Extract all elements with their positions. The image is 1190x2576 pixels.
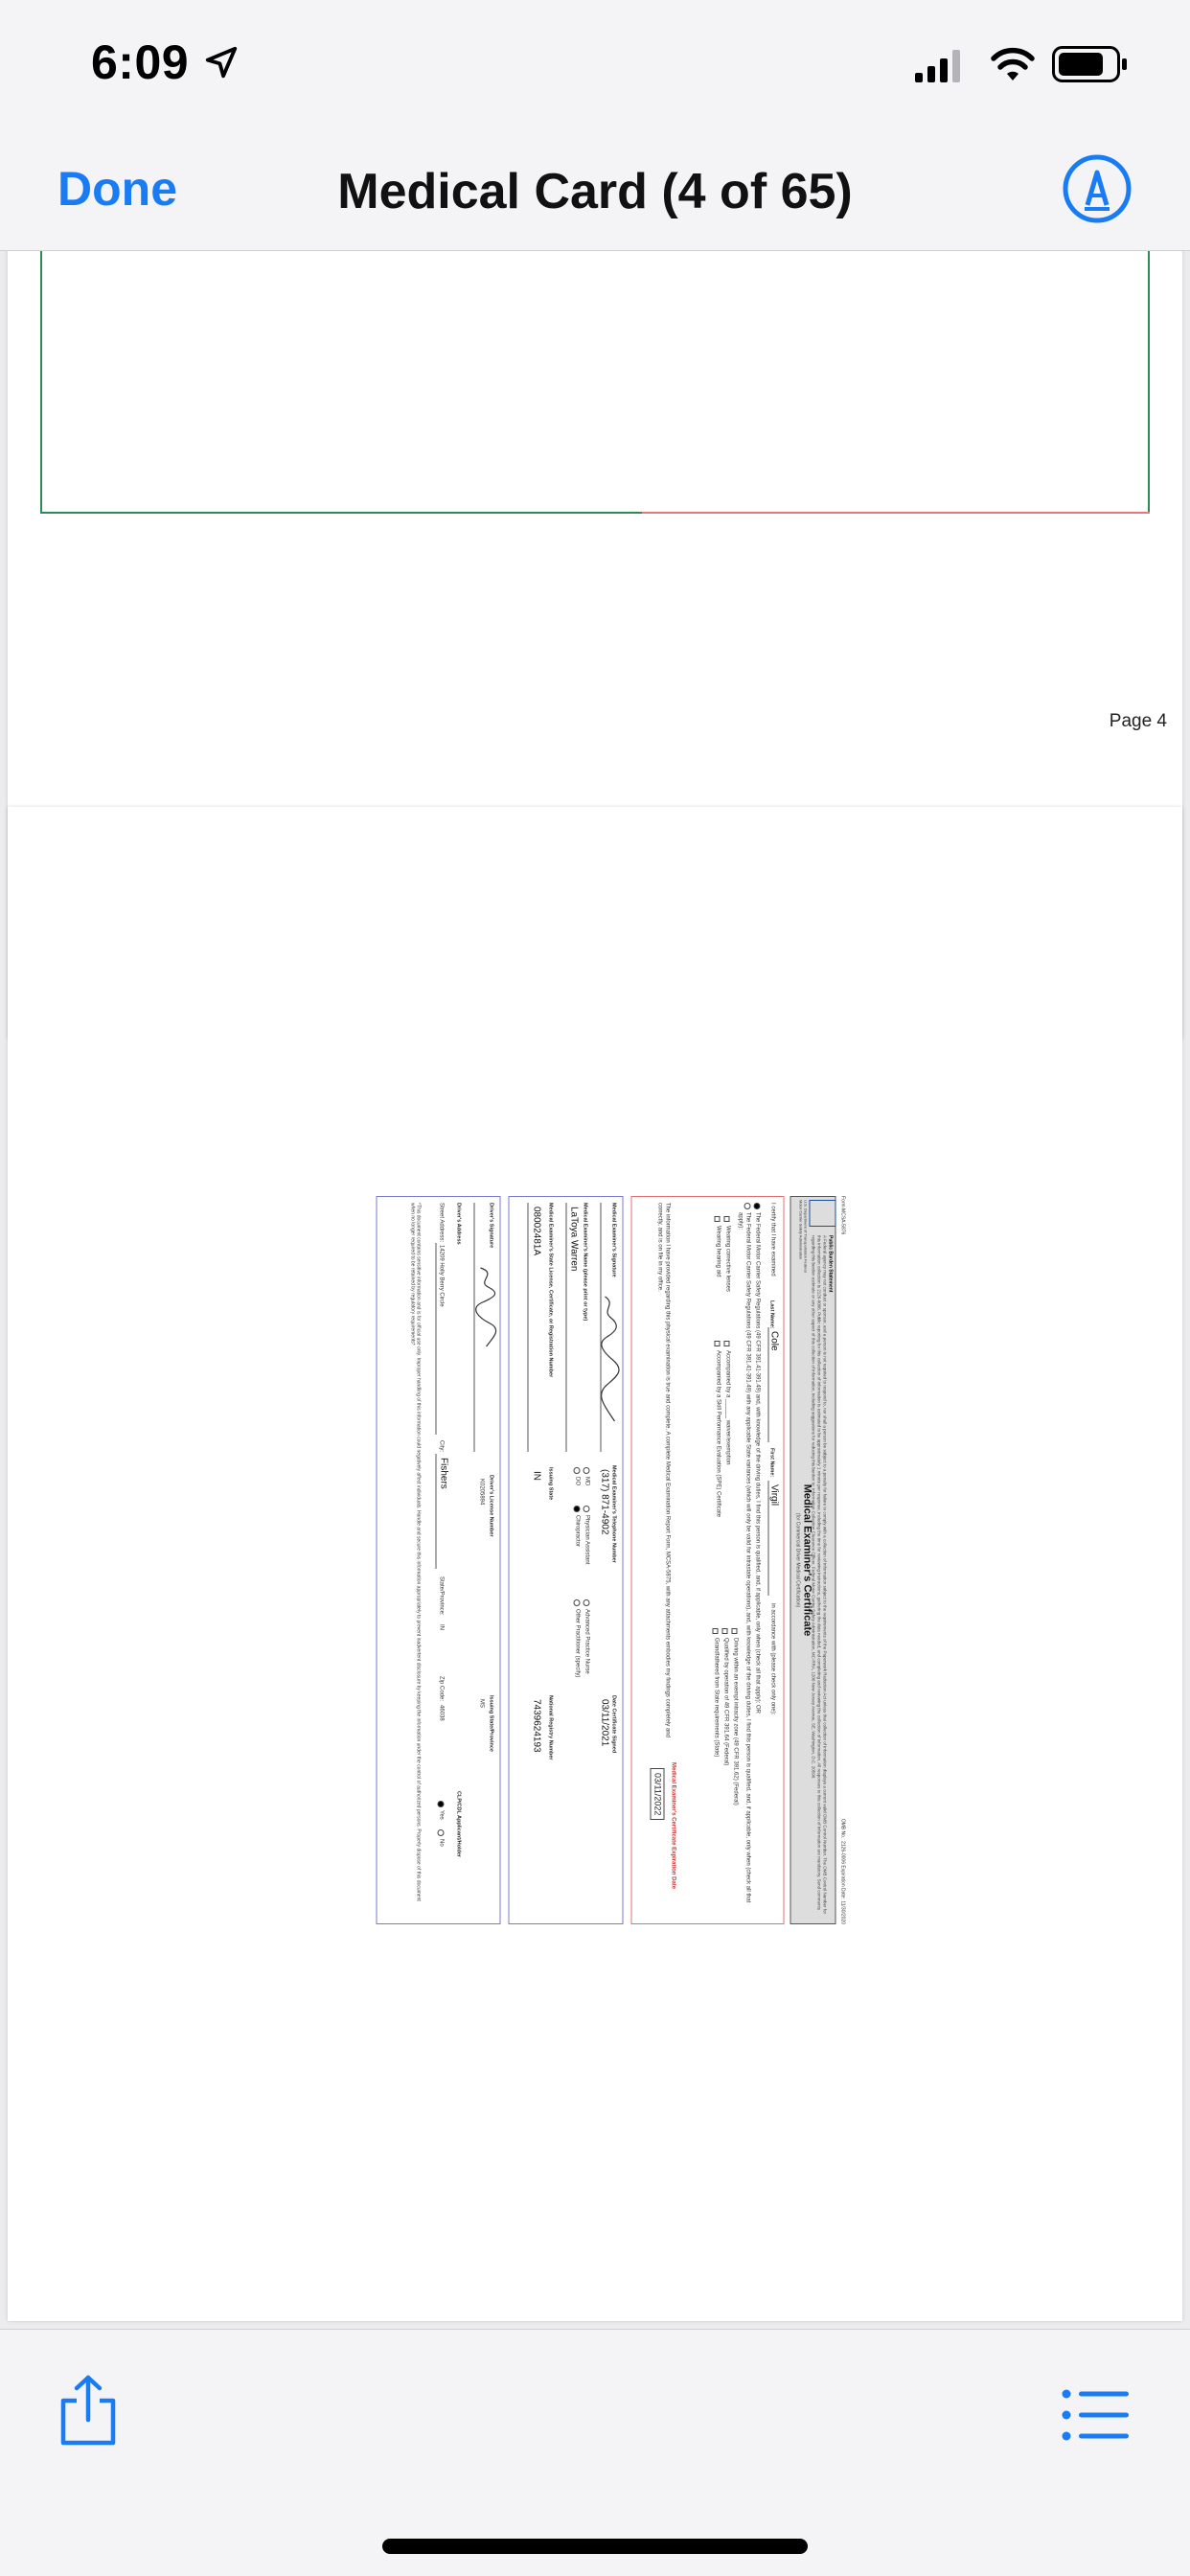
status-time: 6:09 bbox=[91, 35, 190, 89]
check-waiver: Accompanied by a ______ waiver/exemption bbox=[724, 1350, 731, 1465]
location-arrow-icon bbox=[203, 44, 240, 80]
license-label: Medical Examiner's State License, Certificate, or Registration Number bbox=[547, 1203, 554, 1378]
city-label: City: bbox=[438, 1440, 445, 1452]
me-signature-label: Medical Examiner's Signature bbox=[610, 1203, 617, 1277]
date-signed-label: Date Certificate Signed bbox=[610, 1695, 617, 1754]
option2-radio bbox=[744, 1203, 751, 1209]
registry-label: National Registry Number bbox=[547, 1695, 554, 1760]
markup-pen-icon[interactable] bbox=[1062, 153, 1133, 224]
page-border-accent bbox=[642, 506, 1150, 514]
driver-address-label: Driver's Address bbox=[455, 1203, 462, 1245]
page-border bbox=[40, 251, 1150, 514]
expiration-label: Medical Examiner's Certificate Expiration Date bbox=[670, 1762, 676, 1890]
cellular-signal-icon bbox=[915, 50, 961, 82]
examiner-section bbox=[509, 1196, 624, 1924]
first-name-label: First Name: bbox=[768, 1448, 775, 1478]
accordance-text: in accordance with (please check only one): bbox=[769, 1603, 776, 1715]
home-indicator[interactable] bbox=[382, 2539, 808, 2554]
issuing-state-value: IN bbox=[531, 1471, 542, 1481]
cdl-yes: Yes bbox=[438, 1810, 445, 1820]
credential-other: Other Practitioner (specify) bbox=[574, 1609, 581, 1678]
credential-md: MD bbox=[584, 1477, 590, 1486]
check-grandfathered: Grandfathered from State requirements (State) bbox=[713, 1638, 720, 1758]
navigation-bar bbox=[0, 134, 1190, 251]
medical-examiner-certificate bbox=[333, 1196, 846, 1924]
street-label: Street Address: bbox=[438, 1203, 445, 1243]
footer-disclaimer: *This document contains sensitive information and is for official use only. Improper handling of this information could negatively affect individuals. Handle and secure this information appropriately to prevent inadvertent disclosure by keeping the information under the control of authorized persons. Properly dispose of this document when no longer required to be retained by regulatory requirements* bbox=[409, 1203, 422, 1901]
page-title: Medical Card (4 of 65) bbox=[337, 164, 853, 219]
document-viewer[interactable] bbox=[0, 251, 1190, 2329]
last-name-label: Last Name: bbox=[768, 1300, 775, 1329]
cdl-no: No bbox=[438, 1839, 445, 1847]
me-phone-label: Medical Examiner's Telephone Number bbox=[610, 1465, 617, 1563]
check-391-64: Qualified by operation of 49 CFR 391.64 (Federal) bbox=[722, 1638, 729, 1766]
dot-logo bbox=[810, 1200, 836, 1227]
credential-pa: Physician Assistant bbox=[584, 1515, 590, 1565]
driver-signature-label: Driver's Signature bbox=[488, 1203, 494, 1249]
zip-label: Zip Code: bbox=[438, 1676, 445, 1702]
cdl-label: CLP/CDL Applicant/Holder bbox=[455, 1791, 462, 1858]
omb-number: OMB No.: 2126-0006 Expiration Date: 11/30/2020 bbox=[839, 1818, 846, 1924]
agency-name: U.S. Department of Transportation Federal Motor Carrier Safety Administration bbox=[798, 1200, 809, 1273]
notice-text: A Federal agency may not conduct or sponsor, and a person is not required to respond to, nor shall a person be subject to a penalty for failure to comply with a collection of information subject to the requirements of the Paperwork Reduction Act unless that collection of information displays a current valid OMB Control Number. The OMB Control Number for this information collection is 2126-0006. Public reporting for this collection of information is estimated to be approximately 1 minute per response, including the time for reviewing instructions, gathering the data needed, and completing and reviewing the collection of information. All responses to this collection of information are mandatory. Send comments regarding this burden estimate or any other aspect of this collection of information, including suggestions for reducing this burden to: Information Collection Clearance Officer, Federal Motor Carrier Safety Administration, MC-RRA, 1200 New Jersey Avenue, SE, Washington, D.C. 20590. bbox=[812, 1235, 828, 1915]
option1-radio bbox=[754, 1203, 761, 1209]
license-value: 08002481A bbox=[531, 1207, 542, 1256]
me-name-label: Medical Examiner's Name (please print or type) bbox=[582, 1203, 588, 1322]
examiner-signature bbox=[600, 1293, 621, 1427]
form-number: Form MCSA-5876 bbox=[839, 1196, 846, 1235]
done-button[interactable]: Done bbox=[57, 162, 177, 216]
street-value: 14209 Holly Berry Circle bbox=[438, 1245, 445, 1307]
bottom-toolbar bbox=[0, 2329, 1190, 2576]
credential-chiropractor: Chiropractor bbox=[574, 1515, 581, 1548]
check-exempt-zone: Driving within an exempt intracity zone (49 CFR 391.62) (Federal) bbox=[732, 1638, 739, 1806]
certification-section bbox=[631, 1196, 785, 1924]
list-icon[interactable] bbox=[1062, 2389, 1129, 2441]
driver-license-label: Driver's License Number bbox=[488, 1475, 494, 1537]
certificate-title: Medical Examiner's Certificate bbox=[801, 1484, 813, 1637]
me-name-value: LaToya Warren bbox=[568, 1207, 580, 1272]
state-label: State/Province: bbox=[438, 1576, 445, 1616]
first-name-value: Virgil bbox=[768, 1484, 780, 1506]
driver-issuing-label: Issuing State/Province bbox=[488, 1695, 494, 1752]
credential-apn: Advanced Practice Nurse bbox=[584, 1609, 590, 1674]
driver-issuing-value: MS bbox=[478, 1699, 485, 1708]
option1-text: The Federal Motor Carrier Safety Regulations (49 CFR 391.41-391.49) and, with knowledge of the driving duties, I find this person is qualified, and, if applicable, only when (check all that apply): OR bbox=[754, 1212, 761, 1714]
info-statement: The information I have provided regarding this physical examination is true and complete. A complete Medical Examination Report Form, MCSA-5875, with any attachments embodies my findings completely and correctly, and is on file in my office. bbox=[657, 1203, 671, 1737]
driver-section bbox=[377, 1196, 501, 1924]
last-name-value: Cole bbox=[768, 1331, 780, 1351]
driver-license-value: K0205894 bbox=[478, 1479, 485, 1506]
current-page bbox=[8, 807, 1182, 2321]
driver-signature bbox=[475, 1264, 500, 1350]
option2-text: The Federal Motor Carrier Safety Regulations (49 CFR 391.41-391.49) with any applicable State variances (which will only be valid for intrastate operations), and, with knowledge of the driving duties, I find this person is qualified, and, if applicable, only when (check all that apply): bbox=[738, 1212, 751, 1903]
certify-text: I certify that I have examined bbox=[769, 1203, 776, 1276]
battery-icon bbox=[1052, 46, 1129, 82]
credential-do: DO bbox=[574, 1477, 581, 1485]
zip-value: 46038 bbox=[438, 1705, 445, 1721]
share-icon[interactable] bbox=[57, 2374, 119, 2447]
me-phone-value: (317) 871-4902 bbox=[599, 1469, 610, 1535]
status-bar bbox=[0, 0, 1190, 134]
check-hearing-aid: Wearing hearing aid bbox=[715, 1226, 721, 1277]
notice-title: Public Burden Statement bbox=[827, 1235, 834, 1293]
city-value: Fishers bbox=[438, 1458, 449, 1489]
page-number-label: Page 4 bbox=[1109, 711, 1167, 731]
certificate-subtitle: (for Commercial Driver Medical Certification) bbox=[794, 1512, 801, 1608]
check-corrective-lenses: Wearing corrective lenses bbox=[724, 1226, 731, 1292]
wifi-icon bbox=[989, 44, 1037, 82]
expiration-date: 03/11/2022 bbox=[650, 1768, 664, 1820]
date-signed-value: 03/11/2021 bbox=[599, 1699, 610, 1747]
registry-value: 7439624193 bbox=[531, 1699, 542, 1753]
state-value: IN bbox=[438, 1624, 445, 1630]
issuing-state-label: Issuing State bbox=[547, 1467, 554, 1501]
check-spe: Accompanied by a Skill Performance Evaluation (SPE) Certificate bbox=[715, 1350, 721, 1518]
